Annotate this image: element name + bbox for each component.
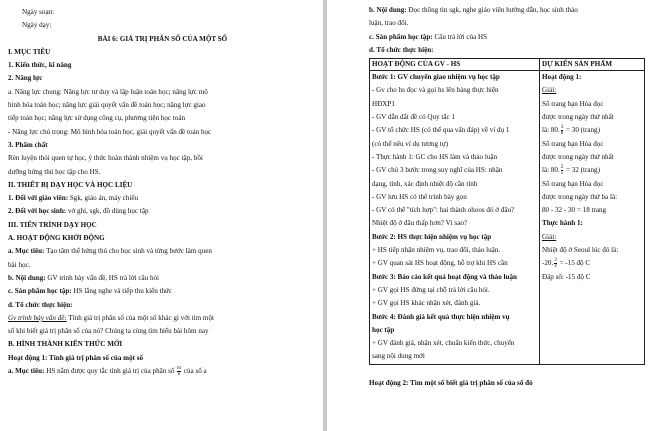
denominator: n	[177, 371, 181, 377]
content-line-cont: luận, trao đổi.	[369, 19, 409, 28]
section-objectives: I. MỤC TIÊU	[8, 47, 51, 56]
text: Câu trả lời của HS	[432, 32, 488, 41]
column-header-activities: HOẠT ĐỘNG CỦA GV - HS	[370, 59, 540, 71]
activity-step-heading: Bước 1: GV chuyển giao nhiệm vụ học tập	[372, 73, 500, 82]
activity-step-line: - GV lưu HS có thể trình bày gọn	[372, 192, 467, 201]
activity-2-title: Hoạt động 2: Tìm một số biết giá trị phân số của số đó	[369, 378, 533, 387]
activity-step-line: - GV dẫn dắt đề có Quy tắc 1	[372, 113, 455, 122]
activity-step-line: sang nội dung mới	[372, 352, 425, 361]
product-line	[369, 31, 644, 44]
heading-competence: 2. Năng lực	[8, 74, 43, 83]
fraction-3-8	[561, 125, 564, 136]
text: HS lắng nghe và tiếp thu kiến thức	[71, 287, 173, 296]
fraction-m-n	[177, 366, 181, 377]
sp-line: được trong ngày thứ ba là:	[542, 192, 618, 201]
warmup-product	[8, 285, 317, 298]
activity-step-heading: Bước 3: Báo cáo kết quả hoạt động và thảo luận	[372, 272, 517, 281]
activity-step-heading: Bước 2: HS thực hiện nhiệm vụ học tập	[372, 232, 492, 241]
activity-1-objective	[8, 365, 317, 378]
label: a. Mục tiêu:	[8, 247, 45, 256]
organization-heading: d. Tổ chức thực hiện:	[369, 45, 434, 54]
activity-step-line: + GV gọi HS đứng tại chỗ trả lời câu hỏi.	[372, 285, 490, 294]
activity-step-heading: học tập	[372, 325, 395, 334]
activity-1-title: Hoạt động 1: Tính giá trị phân số của một số	[8, 353, 144, 362]
section-equipment: II. THIẾT BỊ DẠY HỌC VÀ HỌC LIỆU	[8, 180, 133, 189]
activity-step-line: dạng, tính, xác định nhiệt độ cần tính	[372, 179, 478, 188]
label: c. Sản phẩm học tập:	[8, 287, 72, 296]
activity-step-line: Nhiệt độ ở đâu thấp hơn? Vì sao?	[372, 219, 468, 228]
heading-qualities: 3. Phẩm chất	[8, 140, 48, 149]
numerator: 3	[554, 258, 557, 264]
date-taught: Ngày dạy:	[22, 21, 52, 30]
numerator: 2	[560, 165, 564, 171]
activity-table	[369, 58, 645, 365]
sp-solution-label: Giải:	[542, 86, 557, 95]
text: = -15 độ C	[557, 259, 591, 268]
activity-step-line: - Gv cho hs đọc và gọi hs lên bảng thực hiện	[372, 86, 499, 95]
heading-knowledge: 1. Kiến thức, kĩ năng	[8, 61, 72, 70]
column-header-expected-product: DỰ KIẾN SẢN PHẨM	[540, 59, 645, 71]
activity-step-line: + HS tiếp nhận nhiệm vụ, trao đổi, thảo luận.	[372, 246, 501, 255]
competence-line: - Năng lực chủ trọng: Mô hình hóa toán học, giải quyết vấn đề toán học	[8, 127, 212, 136]
text: HS nắm được quy tắc tính giá trị của phân số	[44, 367, 177, 376]
text: Đọc thông tin sgk, nghe giáo viên hướng dẫn, học sinh thảo	[406, 6, 578, 14]
sp-activity-1: Hoạt động 1:	[542, 73, 582, 82]
sp-practice-1: Thực hành 1:	[542, 219, 583, 228]
activity-step-line: - GV có thể "tích hợp": hai thành ohoos đó ở đâu?	[372, 206, 515, 215]
denominator: 5	[560, 171, 564, 177]
sp-line	[542, 257, 642, 270]
qualities-line: dưỡng hứng thú học tập cho HS.	[8, 167, 101, 176]
numerator: 3	[560, 125, 564, 131]
section-process: III. TIẾN TRÌNH DẠY HỌC	[8, 220, 97, 229]
date-prepared: Ngày soạn:	[22, 8, 55, 16]
sp-line	[542, 164, 642, 177]
text: vở ghi, sgk, đồ dùng học tập	[66, 207, 149, 216]
fraction-2-5	[561, 165, 564, 176]
heading-new-knowledge: B. HÌNH THÀNH KIẾN THỨC MỚI	[8, 340, 123, 349]
text: Sgk, giáo án, máy chiếu	[68, 194, 139, 203]
warmup-teacher-problem	[8, 312, 317, 325]
label: Gv trình bày vấn đề:	[8, 313, 67, 322]
warmup-organization: d. Tổ chức thực hiện:	[8, 300, 73, 309]
content-line	[369, 4, 644, 17]
text: -20.	[542, 259, 554, 268]
label: b. Nội dung:	[369, 6, 407, 14]
lesson-title: BÀI 6: GIÁ TRỊ PHÂN SỐ CỦA MỘT SỐ	[97, 34, 228, 43]
numerator: m	[177, 365, 182, 371]
text: là: 80.	[542, 126, 560, 135]
qualities-line: Rèn luyện thói quen tự học, ý thức hoàn thành nhiệm vụ học tập, bồi	[8, 154, 203, 163]
activity-step-line: (có thể nêu ví dụ tương tự)	[372, 139, 449, 148]
text: của số a	[182, 367, 207, 376]
warmup-content	[8, 272, 317, 285]
equipment-student	[8, 205, 317, 218]
label: c. Sản phẩm học tập:	[369, 32, 433, 41]
sp-line: Số trang bạn Hòa đọc	[542, 139, 604, 148]
competence-line: a. Năng lực chung: Năng lực tư duy và lập luận toán học; năng lực mô	[8, 87, 208, 96]
text: GV trình bày vấn đề, HS trả lời câu hỏi	[45, 273, 160, 282]
sp-line: được trong ngày thứ nhất	[542, 113, 614, 122]
sp-line: Nhiệt độ ở Seoul lúc đó là:	[542, 246, 619, 255]
label: a. Mục tiêu:	[8, 367, 45, 376]
left-page	[0, 0, 323, 431]
activity-step-line: - Thực hành 1: GC cho HS làm và thảo luận	[372, 152, 498, 161]
text: = 30 (trang)	[564, 126, 600, 135]
text: là: 80.	[542, 166, 560, 175]
label: 1. Đối với giáo viên:	[8, 194, 69, 203]
label: 2. Đối với học sinh:	[8, 207, 67, 216]
right-page	[327, 0, 650, 431]
activity-step-line: + GV gọi HS khác nhận xét, đánh giá.	[372, 299, 481, 308]
expected-product-cell	[540, 71, 645, 365]
denominator: 4	[554, 264, 557, 270]
activity-step-line: HĐXP1	[372, 99, 395, 108]
text: Tạo tâm thế hứng thú cho học sinh và từng bước làm quen	[44, 247, 212, 256]
text: Tính giá trị phân số của một số khác gì với tìm một	[66, 313, 214, 322]
heading-warmup: A. HOẠT ĐỘNG KHỞI ĐỘNG	[8, 234, 105, 243]
table-header-row	[370, 59, 645, 71]
fraction-3-4	[554, 258, 557, 269]
competence-line: tiếp toán học; năng lực sử dụng công cụ, phương tiện học toán	[8, 114, 186, 123]
activity-step-line: + GV quan sát HS hoạt động, hỗ trợ khi HS cần	[372, 259, 508, 268]
warmup-teacher-problem-cont: số khi biết giá trị phân số của nó? Chúng ta cùng tìm hiểu bài hôm nay	[8, 327, 209, 336]
sp-line: 80 - 32 - 30 = 18 trang	[542, 206, 607, 215]
activity-step-heading: Bước 4: Đánh giá kết quả thực hiện nhiệm vụ	[372, 312, 510, 321]
activity-step-line: - GV tổ chức HS (có thể qua vấn đáp) về ví dụ 1	[372, 126, 510, 135]
text: = 32 (trang)	[564, 166, 600, 175]
teacher-student-activities-cell	[370, 71, 540, 365]
warmup-objective-cont: bài học.	[8, 260, 31, 269]
equipment-teacher	[8, 192, 317, 205]
sp-line: Số trang bạn Hòa đọc	[542, 99, 604, 108]
warmup-objective	[8, 245, 317, 258]
sp-line	[542, 124, 642, 137]
activity-step-line: + GV đánh giá, nhận xét, chuẩn kiến thức, chuyển	[372, 339, 515, 348]
activity-step-line: - GV chủ 3 bước trong suy nghĩ của HS: nhận	[372, 166, 503, 175]
sp-line: Số trang bạn Hòa đọc	[542, 179, 604, 188]
denominator: 8	[560, 131, 564, 137]
label: b. Nội dung:	[8, 273, 46, 282]
table-row	[370, 71, 645, 365]
sp-line: Đáp số: -15 độ C	[542, 272, 591, 281]
sp-solution-label: Giải:	[542, 232, 557, 241]
competence-line: hình hóa toán học; năng lực giải quyết vấn đề toán học; năng lực giao	[8, 101, 206, 110]
sp-line: được trong ngày thứ nhất	[542, 152, 614, 161]
